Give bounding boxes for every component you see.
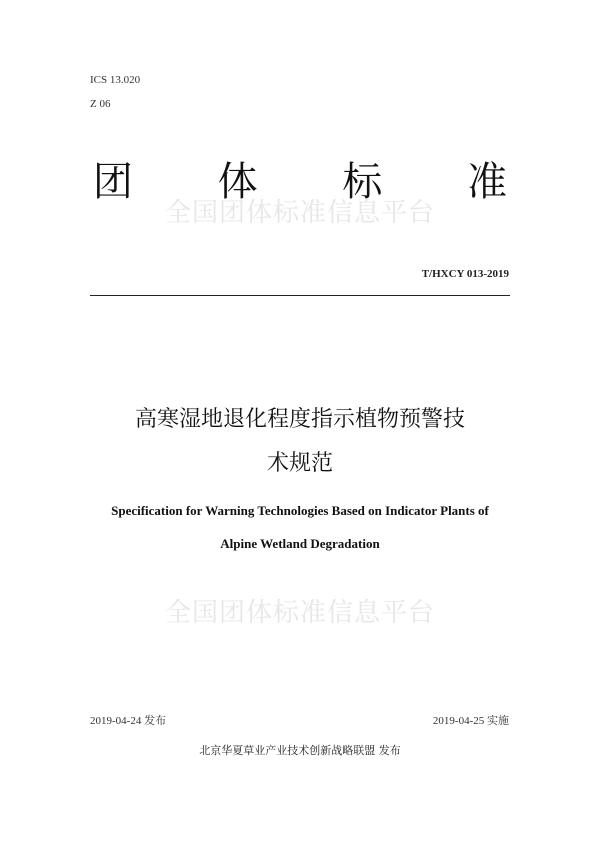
divider bbox=[90, 295, 510, 296]
ics-code: ICS 13.020 bbox=[90, 74, 141, 86]
watermark: 全国团体标准信息平台 bbox=[164, 198, 435, 228]
watermark: 全国团体标准信息平台 bbox=[164, 598, 435, 628]
chinese-title-line-1: 高寒湿地退化程度指示植物预警技 bbox=[134, 407, 465, 432]
english-title-line-2: Alpine Wetland Degradation bbox=[220, 536, 380, 551]
chinese-title-line-2: 术规范 bbox=[266, 451, 333, 476]
implement-date: 2019-04-25 实施 bbox=[432, 715, 509, 727]
ccs-code: Z 06 bbox=[90, 98, 111, 110]
document-type-title: 团 体 标 准 bbox=[92, 159, 544, 205]
issuer: 北京华夏草业产业技术创新战略联盟 发布 bbox=[199, 744, 401, 757]
chinese-title bbox=[60, 398, 540, 486]
publish-date: 2019-04-24 发布 bbox=[90, 715, 167, 727]
english-title-line-1: Specification for Warning Technologies Based on Indicator Plants of bbox=[111, 503, 489, 518]
standard-code: T/HXCY 013-2019 bbox=[421, 268, 509, 280]
english-title bbox=[60, 494, 540, 560]
